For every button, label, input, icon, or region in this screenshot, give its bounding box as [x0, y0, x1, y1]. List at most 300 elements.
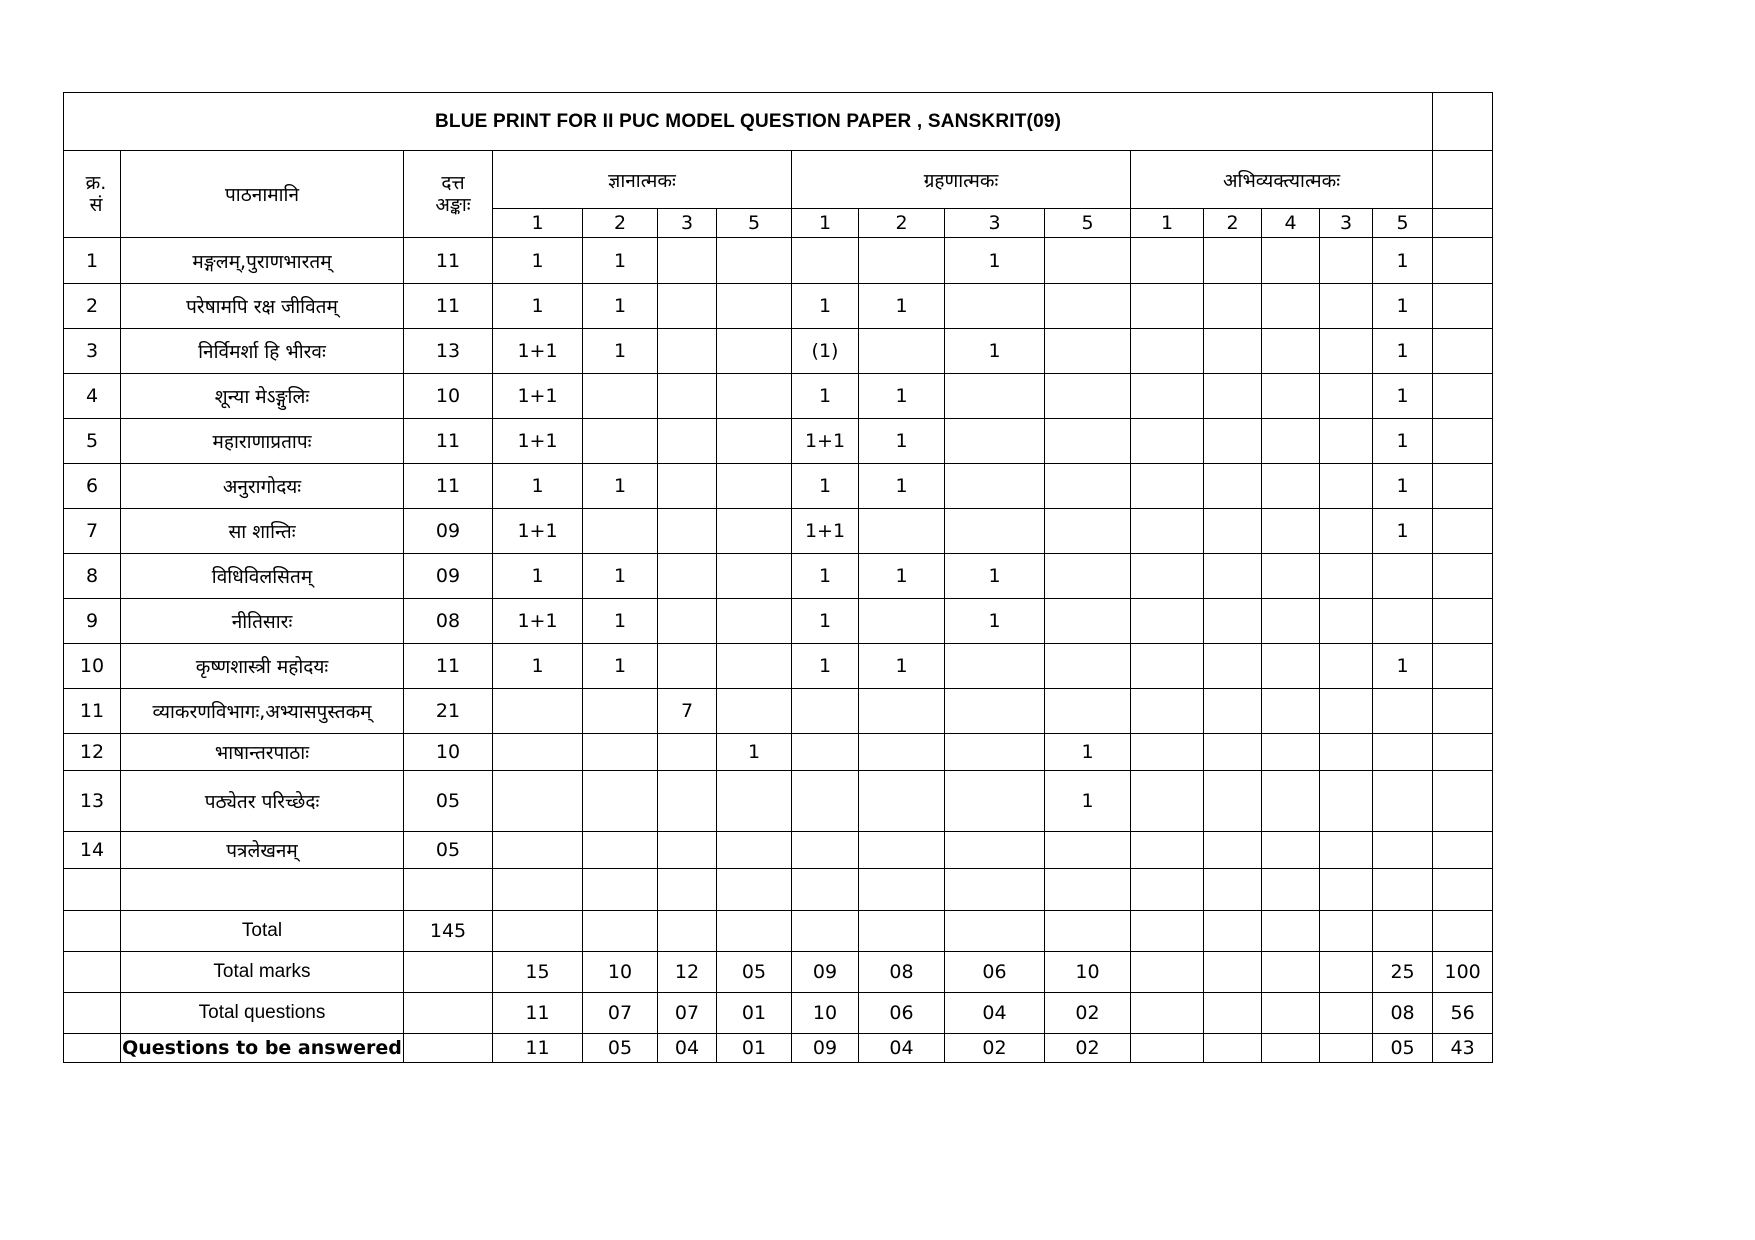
summary-value-cell	[1131, 952, 1204, 993]
question-count-cell	[1204, 832, 1262, 869]
question-count-cell	[658, 832, 717, 869]
question-count-cell	[859, 509, 945, 554]
question-count-cell	[1262, 284, 1320, 329]
question-count-cell	[859, 869, 945, 911]
group-header-knowledge: ज्ञानात्मकः	[493, 151, 792, 209]
summary-marks-cell	[404, 1034, 493, 1063]
question-count-cell: (1)	[792, 329, 859, 374]
serial-header-line1: क्र.	[85, 172, 107, 194]
row-total-cell	[1433, 374, 1493, 419]
question-count-cell	[583, 869, 658, 911]
summary-value-cell: 05	[583, 1034, 658, 1063]
question-count-cell	[1373, 689, 1433, 734]
question-count-cell	[1320, 554, 1373, 599]
question-count-cell	[717, 284, 792, 329]
lesson-name-cell: पठ्येतर परिच्छेदः	[121, 771, 404, 832]
question-count-cell	[1373, 771, 1433, 832]
question-count-cell: 1	[493, 238, 583, 284]
summary-value-cell: 11	[493, 993, 583, 1034]
question-count-cell	[1320, 689, 1373, 734]
summary-total-cell	[1433, 911, 1493, 952]
serial-cell: 4	[64, 374, 121, 419]
question-count-cell: 1	[583, 284, 658, 329]
summary-value-cell: 01	[717, 1034, 792, 1063]
question-count-cell	[658, 329, 717, 374]
question-count-cell	[1045, 238, 1131, 284]
question-count-cell	[717, 238, 792, 284]
summary-value-cell: 15	[493, 952, 583, 993]
question-count-cell	[1131, 771, 1204, 832]
summary-label-cell: Total	[121, 911, 404, 952]
question-count-cell	[945, 509, 1045, 554]
summary-value-cell	[1262, 993, 1320, 1034]
question-count-cell: 1	[792, 599, 859, 644]
question-count-cell	[717, 832, 792, 869]
assigned-marks-cell: 09	[404, 554, 493, 599]
question-count-cell	[1131, 419, 1204, 464]
question-count-cell	[1262, 554, 1320, 599]
question-count-cell: 1	[493, 644, 583, 689]
question-count-cell: 1	[583, 329, 658, 374]
question-count-cell	[1262, 689, 1320, 734]
question-count-cell: 1	[583, 238, 658, 284]
row-total-cell	[1433, 509, 1493, 554]
summary-total-cell: 43	[1433, 1034, 1493, 1063]
question-count-cell: 1	[1373, 284, 1433, 329]
summary-value-cell: 04	[945, 993, 1045, 1034]
question-count-cell	[945, 689, 1045, 734]
question-count-cell	[1131, 238, 1204, 284]
serial-cell: 7	[64, 509, 121, 554]
question-count-cell	[1204, 599, 1262, 644]
marks-subheader: 5	[717, 209, 792, 238]
summary-value-cell: 10	[792, 993, 859, 1034]
question-count-cell	[1204, 509, 1262, 554]
question-count-cell	[945, 644, 1045, 689]
assigned-marks-cell: 13	[404, 329, 493, 374]
summary-row	[64, 1034, 1493, 1063]
question-count-cell	[859, 771, 945, 832]
summary-value-cell	[792, 911, 859, 952]
serial-cell: 11	[64, 689, 121, 734]
summary-value-cell	[859, 911, 945, 952]
question-count-cell	[1320, 832, 1373, 869]
question-count-cell	[1045, 419, 1131, 464]
table-row	[64, 644, 1493, 689]
question-count-cell: 1	[792, 644, 859, 689]
question-count-cell	[493, 832, 583, 869]
question-count-cell	[717, 771, 792, 832]
table-row	[64, 554, 1493, 599]
question-count-cell	[945, 734, 1045, 771]
question-count-cell	[717, 329, 792, 374]
question-count-cell	[658, 284, 717, 329]
question-count-cell	[1320, 771, 1373, 832]
assigned-marks-cell: 11	[404, 284, 493, 329]
question-count-cell	[1045, 464, 1131, 509]
question-count-cell	[1045, 599, 1131, 644]
question-count-cell	[1131, 464, 1204, 509]
question-count-cell	[1045, 374, 1131, 419]
serial-cell: 1	[64, 238, 121, 284]
question-count-cell: 1	[945, 554, 1045, 599]
question-count-cell	[1320, 419, 1373, 464]
row-total-cell	[1433, 284, 1493, 329]
question-count-cell	[792, 734, 859, 771]
table-row	[64, 689, 1493, 734]
question-count-cell	[658, 734, 717, 771]
question-count-cell	[1262, 644, 1320, 689]
serial-header	[64, 151, 121, 238]
summary-value-cell: 02	[1045, 993, 1131, 1034]
question-count-cell	[1204, 419, 1262, 464]
question-count-cell	[792, 689, 859, 734]
summary-value-cell	[1320, 993, 1373, 1034]
summary-value-cell: 04	[859, 1034, 945, 1063]
serial-cell: 2	[64, 284, 121, 329]
question-count-cell: 1	[1045, 771, 1131, 832]
question-count-cell	[717, 464, 792, 509]
summary-value-cell: 02	[1045, 1034, 1131, 1063]
question-count-cell	[583, 419, 658, 464]
assigned-marks-cell: 11	[404, 419, 493, 464]
summary-value-cell	[1045, 911, 1131, 952]
marks-subheader: 5	[1045, 209, 1131, 238]
question-count-cell	[1131, 644, 1204, 689]
assigned-marks-cell	[404, 869, 493, 911]
question-count-cell: 1	[859, 419, 945, 464]
question-count-cell	[1204, 771, 1262, 832]
question-count-cell	[583, 771, 658, 832]
question-count-cell: 1+1	[493, 419, 583, 464]
question-count-cell	[1320, 329, 1373, 374]
summary-label-cell: Total questions	[121, 993, 404, 1034]
summary-blank-cell	[64, 911, 121, 952]
summary-value-cell	[658, 911, 717, 952]
question-count-cell: 1+1	[493, 509, 583, 554]
lesson-name-cell: व्याकरणविभागः,अभ्यासपुस्तकम्	[121, 689, 404, 734]
question-count-cell: 1	[583, 644, 658, 689]
question-count-cell: 1+1	[792, 419, 859, 464]
row-total-cell	[1433, 554, 1493, 599]
table-row	[64, 419, 1493, 464]
question-count-cell	[1320, 599, 1373, 644]
summary-value-cell: 12	[658, 952, 717, 993]
question-count-cell	[1320, 284, 1373, 329]
question-count-cell	[583, 734, 658, 771]
question-count-cell	[717, 599, 792, 644]
question-count-cell	[859, 832, 945, 869]
question-count-cell: 1+1	[493, 599, 583, 644]
summary-total-cell: 56	[1433, 993, 1493, 1034]
question-count-cell: 1	[859, 284, 945, 329]
summary-marks-cell	[404, 952, 493, 993]
question-count-cell: 1	[1373, 464, 1433, 509]
question-count-cell	[1204, 464, 1262, 509]
question-count-cell	[1204, 374, 1262, 419]
question-count-cell: 1+1	[792, 509, 859, 554]
question-count-cell	[717, 869, 792, 911]
question-count-cell: 1	[493, 464, 583, 509]
lesson-name-cell: मङ्गलम्,पुराणभारतम्	[121, 238, 404, 284]
summary-value-cell	[1320, 952, 1373, 993]
summary-value-cell	[1204, 993, 1262, 1034]
summary-value-cell: 04	[658, 1034, 717, 1063]
summary-marks-cell	[404, 993, 493, 1034]
question-count-cell	[717, 374, 792, 419]
table-row	[64, 329, 1493, 374]
summary-value-cell: 25	[1373, 952, 1433, 993]
question-count-cell	[859, 329, 945, 374]
table-row	[64, 284, 1493, 329]
question-count-cell	[1045, 554, 1131, 599]
assigned-marks-cell: 21	[404, 689, 493, 734]
question-count-cell	[1262, 464, 1320, 509]
question-count-cell	[1204, 644, 1262, 689]
lesson-name-cell: भाषान्तरपाठाः	[121, 734, 404, 771]
row-total-cell	[1433, 419, 1493, 464]
summary-value-cell: 05	[1373, 1034, 1433, 1063]
question-count-cell	[859, 689, 945, 734]
question-count-cell	[583, 832, 658, 869]
table-row	[64, 771, 1493, 832]
question-count-cell	[493, 689, 583, 734]
summary-row	[64, 993, 1493, 1034]
serial-cell: 14	[64, 832, 121, 869]
question-count-cell	[1045, 644, 1131, 689]
assigned-marks-cell: 10	[404, 734, 493, 771]
summary-value-cell	[945, 911, 1045, 952]
question-count-cell: 1+1	[493, 374, 583, 419]
question-count-cell	[1204, 284, 1262, 329]
question-count-cell	[792, 771, 859, 832]
summary-value-cell	[1373, 911, 1433, 952]
question-count-cell	[1131, 284, 1204, 329]
marks-subheader: 1	[792, 209, 859, 238]
summary-value-cell: 10	[1045, 952, 1131, 993]
question-count-cell: 1+1	[493, 329, 583, 374]
marks-header-line1: दत्त	[441, 172, 465, 194]
summary-value-cell	[1320, 911, 1373, 952]
question-count-cell	[658, 771, 717, 832]
lesson-name-cell: निर्विमर्शा हि भीरवः	[121, 329, 404, 374]
table-row	[64, 238, 1493, 284]
summary-row	[64, 911, 1493, 952]
row-total-cell	[1433, 464, 1493, 509]
serial-cell	[64, 869, 121, 911]
question-count-cell: 1	[583, 599, 658, 644]
lesson-name-cell: नीतिसारः	[121, 599, 404, 644]
marks-subheader: 1	[493, 209, 583, 238]
question-count-cell: 7	[658, 689, 717, 734]
question-count-cell: 1	[1373, 644, 1433, 689]
question-count-cell	[1320, 374, 1373, 419]
question-count-cell	[1373, 599, 1433, 644]
summary-value-cell	[493, 911, 583, 952]
summary-value-cell: 07	[658, 993, 717, 1034]
question-count-cell	[945, 419, 1045, 464]
question-count-cell	[1320, 734, 1373, 771]
question-count-cell	[1204, 554, 1262, 599]
summary-value-cell: 02	[945, 1034, 1045, 1063]
question-count-cell	[1204, 329, 1262, 374]
table-row	[64, 832, 1493, 869]
summary-blank-cell	[64, 1034, 121, 1063]
question-count-cell	[1262, 599, 1320, 644]
table-row	[64, 599, 1493, 644]
question-count-cell	[493, 771, 583, 832]
serial-cell: 6	[64, 464, 121, 509]
summary-value-cell: 10	[583, 952, 658, 993]
question-count-cell	[1045, 832, 1131, 869]
row-total-cell	[1433, 329, 1493, 374]
question-count-cell	[1131, 374, 1204, 419]
question-count-cell	[658, 509, 717, 554]
question-count-cell: 1	[1373, 509, 1433, 554]
question-count-cell	[1204, 238, 1262, 284]
question-count-cell: 1	[945, 329, 1045, 374]
question-count-cell	[1262, 329, 1320, 374]
summary-value-cell	[1262, 952, 1320, 993]
summary-row	[64, 952, 1493, 993]
question-count-cell	[717, 419, 792, 464]
lesson-name-cell: पत्रलेखनम्	[121, 832, 404, 869]
assigned-marks-cell: 11	[404, 238, 493, 284]
question-count-cell: 1	[945, 238, 1045, 284]
question-count-cell: 1	[859, 644, 945, 689]
summary-value-cell: 09	[792, 952, 859, 993]
lesson-name-cell: कृष्णशास्त्री महोदयः	[121, 644, 404, 689]
question-count-cell	[792, 869, 859, 911]
lesson-name-cell: अनुरागोदयः	[121, 464, 404, 509]
summary-value-cell	[1131, 911, 1204, 952]
question-count-cell	[1262, 771, 1320, 832]
serial-cell: 12	[64, 734, 121, 771]
question-count-cell	[1262, 509, 1320, 554]
row-total-cell	[1433, 771, 1493, 832]
assigned-marks-cell: 05	[404, 771, 493, 832]
question-count-cell	[658, 554, 717, 599]
marks-header-line2: अङ्काः	[435, 194, 471, 216]
row-total-cell	[1433, 689, 1493, 734]
question-count-cell	[1045, 509, 1131, 554]
summary-value-cell	[1262, 1034, 1320, 1063]
question-count-cell	[1320, 644, 1373, 689]
table-row	[64, 734, 1493, 771]
question-count-cell	[1131, 554, 1204, 599]
question-count-cell	[658, 419, 717, 464]
question-count-cell	[1045, 329, 1131, 374]
question-count-cell	[859, 734, 945, 771]
row-total-cell	[1433, 238, 1493, 284]
question-count-cell	[945, 464, 1045, 509]
summary-value-cell: 09	[792, 1034, 859, 1063]
question-count-cell: 1	[1373, 374, 1433, 419]
summary-value-cell	[1131, 993, 1204, 1034]
table-title: BLUE PRINT FOR II PUC MODEL QUESTION PAPER , SANSKRIT(09)	[64, 93, 1433, 151]
row-total-cell	[1433, 832, 1493, 869]
question-count-cell	[658, 869, 717, 911]
question-count-cell	[493, 869, 583, 911]
lessons-header: पाठनामानि	[121, 151, 404, 238]
question-count-cell	[1373, 734, 1433, 771]
question-count-cell: 1	[493, 284, 583, 329]
marks-subheader: 3	[1320, 209, 1373, 238]
question-count-cell	[945, 374, 1045, 419]
question-count-cell	[1373, 554, 1433, 599]
question-count-cell	[658, 644, 717, 689]
question-count-cell	[1045, 284, 1131, 329]
summary-label-cell: Questions to be answered	[121, 1034, 404, 1063]
question-count-cell: 1	[1373, 419, 1433, 464]
summary-value-cell: 06	[859, 993, 945, 1034]
summary-value-cell	[1131, 1034, 1204, 1063]
question-count-cell	[1262, 869, 1320, 911]
summary-total-cell: 100	[1433, 952, 1493, 993]
summary-value-cell: 08	[1373, 993, 1433, 1034]
question-count-cell	[658, 464, 717, 509]
question-count-cell	[717, 689, 792, 734]
assigned-marks-cell: 05	[404, 832, 493, 869]
question-count-cell	[1262, 374, 1320, 419]
summary-value-cell	[717, 911, 792, 952]
question-count-cell	[1131, 329, 1204, 374]
question-count-cell	[1320, 464, 1373, 509]
question-count-cell	[1204, 734, 1262, 771]
question-count-cell	[717, 554, 792, 599]
marks-subheader: 5	[1373, 209, 1433, 238]
question-count-cell	[1262, 238, 1320, 284]
summary-value-cell: 08	[859, 952, 945, 993]
summary-value-cell: 01	[717, 993, 792, 1034]
summary-blank-cell	[64, 952, 121, 993]
serial-cell: 3	[64, 329, 121, 374]
marks-header	[404, 151, 493, 238]
question-count-cell	[792, 238, 859, 284]
question-count-cell: 1	[583, 464, 658, 509]
question-count-cell	[658, 599, 717, 644]
question-count-cell: 1	[493, 554, 583, 599]
summary-value-cell	[1204, 1034, 1262, 1063]
question-count-cell	[1320, 509, 1373, 554]
question-count-cell	[859, 238, 945, 284]
row-total-cell	[1433, 644, 1493, 689]
marks-subheader: 4	[1262, 209, 1320, 238]
question-count-cell	[717, 644, 792, 689]
question-count-cell	[945, 771, 1045, 832]
summary-value-cell	[1320, 1034, 1373, 1063]
question-count-cell: 1	[717, 734, 792, 771]
serial-cell: 5	[64, 419, 121, 464]
summary-value-cell: 06	[945, 952, 1045, 993]
question-count-cell: 1	[1373, 329, 1433, 374]
marks-subheader: 2	[859, 209, 945, 238]
serial-cell: 9	[64, 599, 121, 644]
marks-subheader: 3	[658, 209, 717, 238]
header-total-cell	[1433, 151, 1493, 209]
question-count-cell	[1373, 832, 1433, 869]
question-count-cell: 1	[583, 554, 658, 599]
question-count-cell	[1262, 419, 1320, 464]
question-count-cell	[1204, 869, 1262, 911]
question-count-cell: 1	[1045, 734, 1131, 771]
question-count-cell	[1373, 869, 1433, 911]
question-count-cell: 1	[792, 464, 859, 509]
question-count-cell: 1	[792, 374, 859, 419]
serial-header-line2: सं	[89, 194, 103, 216]
question-count-cell: 1	[859, 554, 945, 599]
question-count-cell	[1131, 509, 1204, 554]
